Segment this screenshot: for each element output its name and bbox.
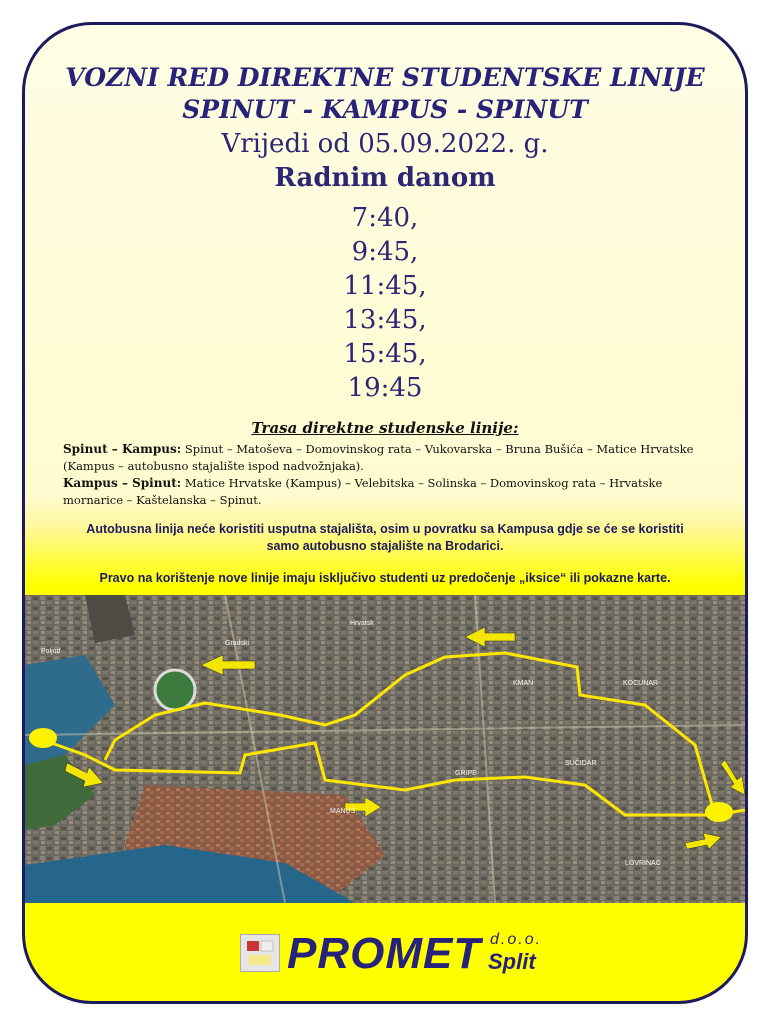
departure-time: 7:40, bbox=[351, 203, 419, 233]
map-label: GRIPE bbox=[455, 770, 477, 777]
route-map bbox=[25, 595, 745, 903]
map-stadium bbox=[155, 670, 195, 710]
valid-from: Vrijedi od 05.09.2022. g. bbox=[221, 129, 549, 159]
map-label: Poljud bbox=[41, 648, 61, 655]
map-label: KOCUNAR bbox=[623, 680, 659, 687]
map-label: MANUŠ bbox=[330, 808, 356, 815]
departure-time: 11:45, bbox=[343, 271, 427, 301]
map-label: KMAN bbox=[513, 680, 534, 687]
map-label: Gradski bbox=[225, 640, 250, 647]
route-outbound-label: Spinut – Kampus: bbox=[63, 442, 182, 456]
route-outbound-text: Spinut – Matoševa – Domovinskog rata – Vukovarska – Bruna Bušića – Matice Hrvatske (Kampus – autobusno stajalište ispod nadvožnjaka). bbox=[63, 442, 694, 473]
route-return-text: Matice Hrvatske (Kampus) – Velebitska – Solinska – Domovinskog rata – Hrvatske mornarice – Kaštelanska – Spinut. bbox=[63, 476, 663, 507]
departure-times bbox=[25, 201, 745, 405]
route-outbound bbox=[63, 441, 703, 475]
map-label: SUČIDAR bbox=[565, 760, 597, 767]
stop-kampus-marker bbox=[705, 802, 733, 822]
brand-name: PROMET bbox=[287, 929, 482, 978]
departure-time: 9:45, bbox=[351, 237, 419, 267]
notice-eligibility: Pravo na korištenje nove linije imaju isključivo studenti uz predočenje „iksice“ ili pokazne karte. bbox=[99, 571, 671, 585]
departure-time: 19:45 bbox=[347, 373, 423, 403]
brand-suffix: d.o.o. bbox=[490, 931, 543, 948]
route-heading: Trasa direktne studenske linije: bbox=[251, 419, 519, 437]
footer bbox=[25, 905, 745, 1001]
notice-stops: Autobusna linija neće koristiti usputna stajališta, osim u povratku sa Kampusa gdje se će se koristiti samo autobusno stajalište na Brodarici. bbox=[86, 522, 684, 553]
map-label: LOVRINAC bbox=[625, 860, 661, 867]
title-line-1: VOZNI RED DIREKTNE STUDENTSKE LINIJE bbox=[65, 63, 705, 92]
company-emblem-icon bbox=[240, 934, 280, 972]
schedule-poster bbox=[22, 22, 748, 1004]
stop-spinut-marker bbox=[29, 728, 57, 748]
route-description bbox=[63, 441, 703, 509]
title-line-2: SPINUT - KAMPUS - SPINUT bbox=[182, 95, 588, 124]
route-return bbox=[63, 475, 703, 509]
departure-time: 15:45, bbox=[343, 339, 427, 369]
brand-city: Split bbox=[488, 949, 536, 974]
route-return-label: Kampus – Spinut: bbox=[63, 476, 182, 490]
map-label: Hrvatsk bbox=[350, 620, 374, 627]
weekday-label: Radnim danom bbox=[274, 163, 496, 193]
departure-time: 13:45, bbox=[343, 305, 427, 335]
